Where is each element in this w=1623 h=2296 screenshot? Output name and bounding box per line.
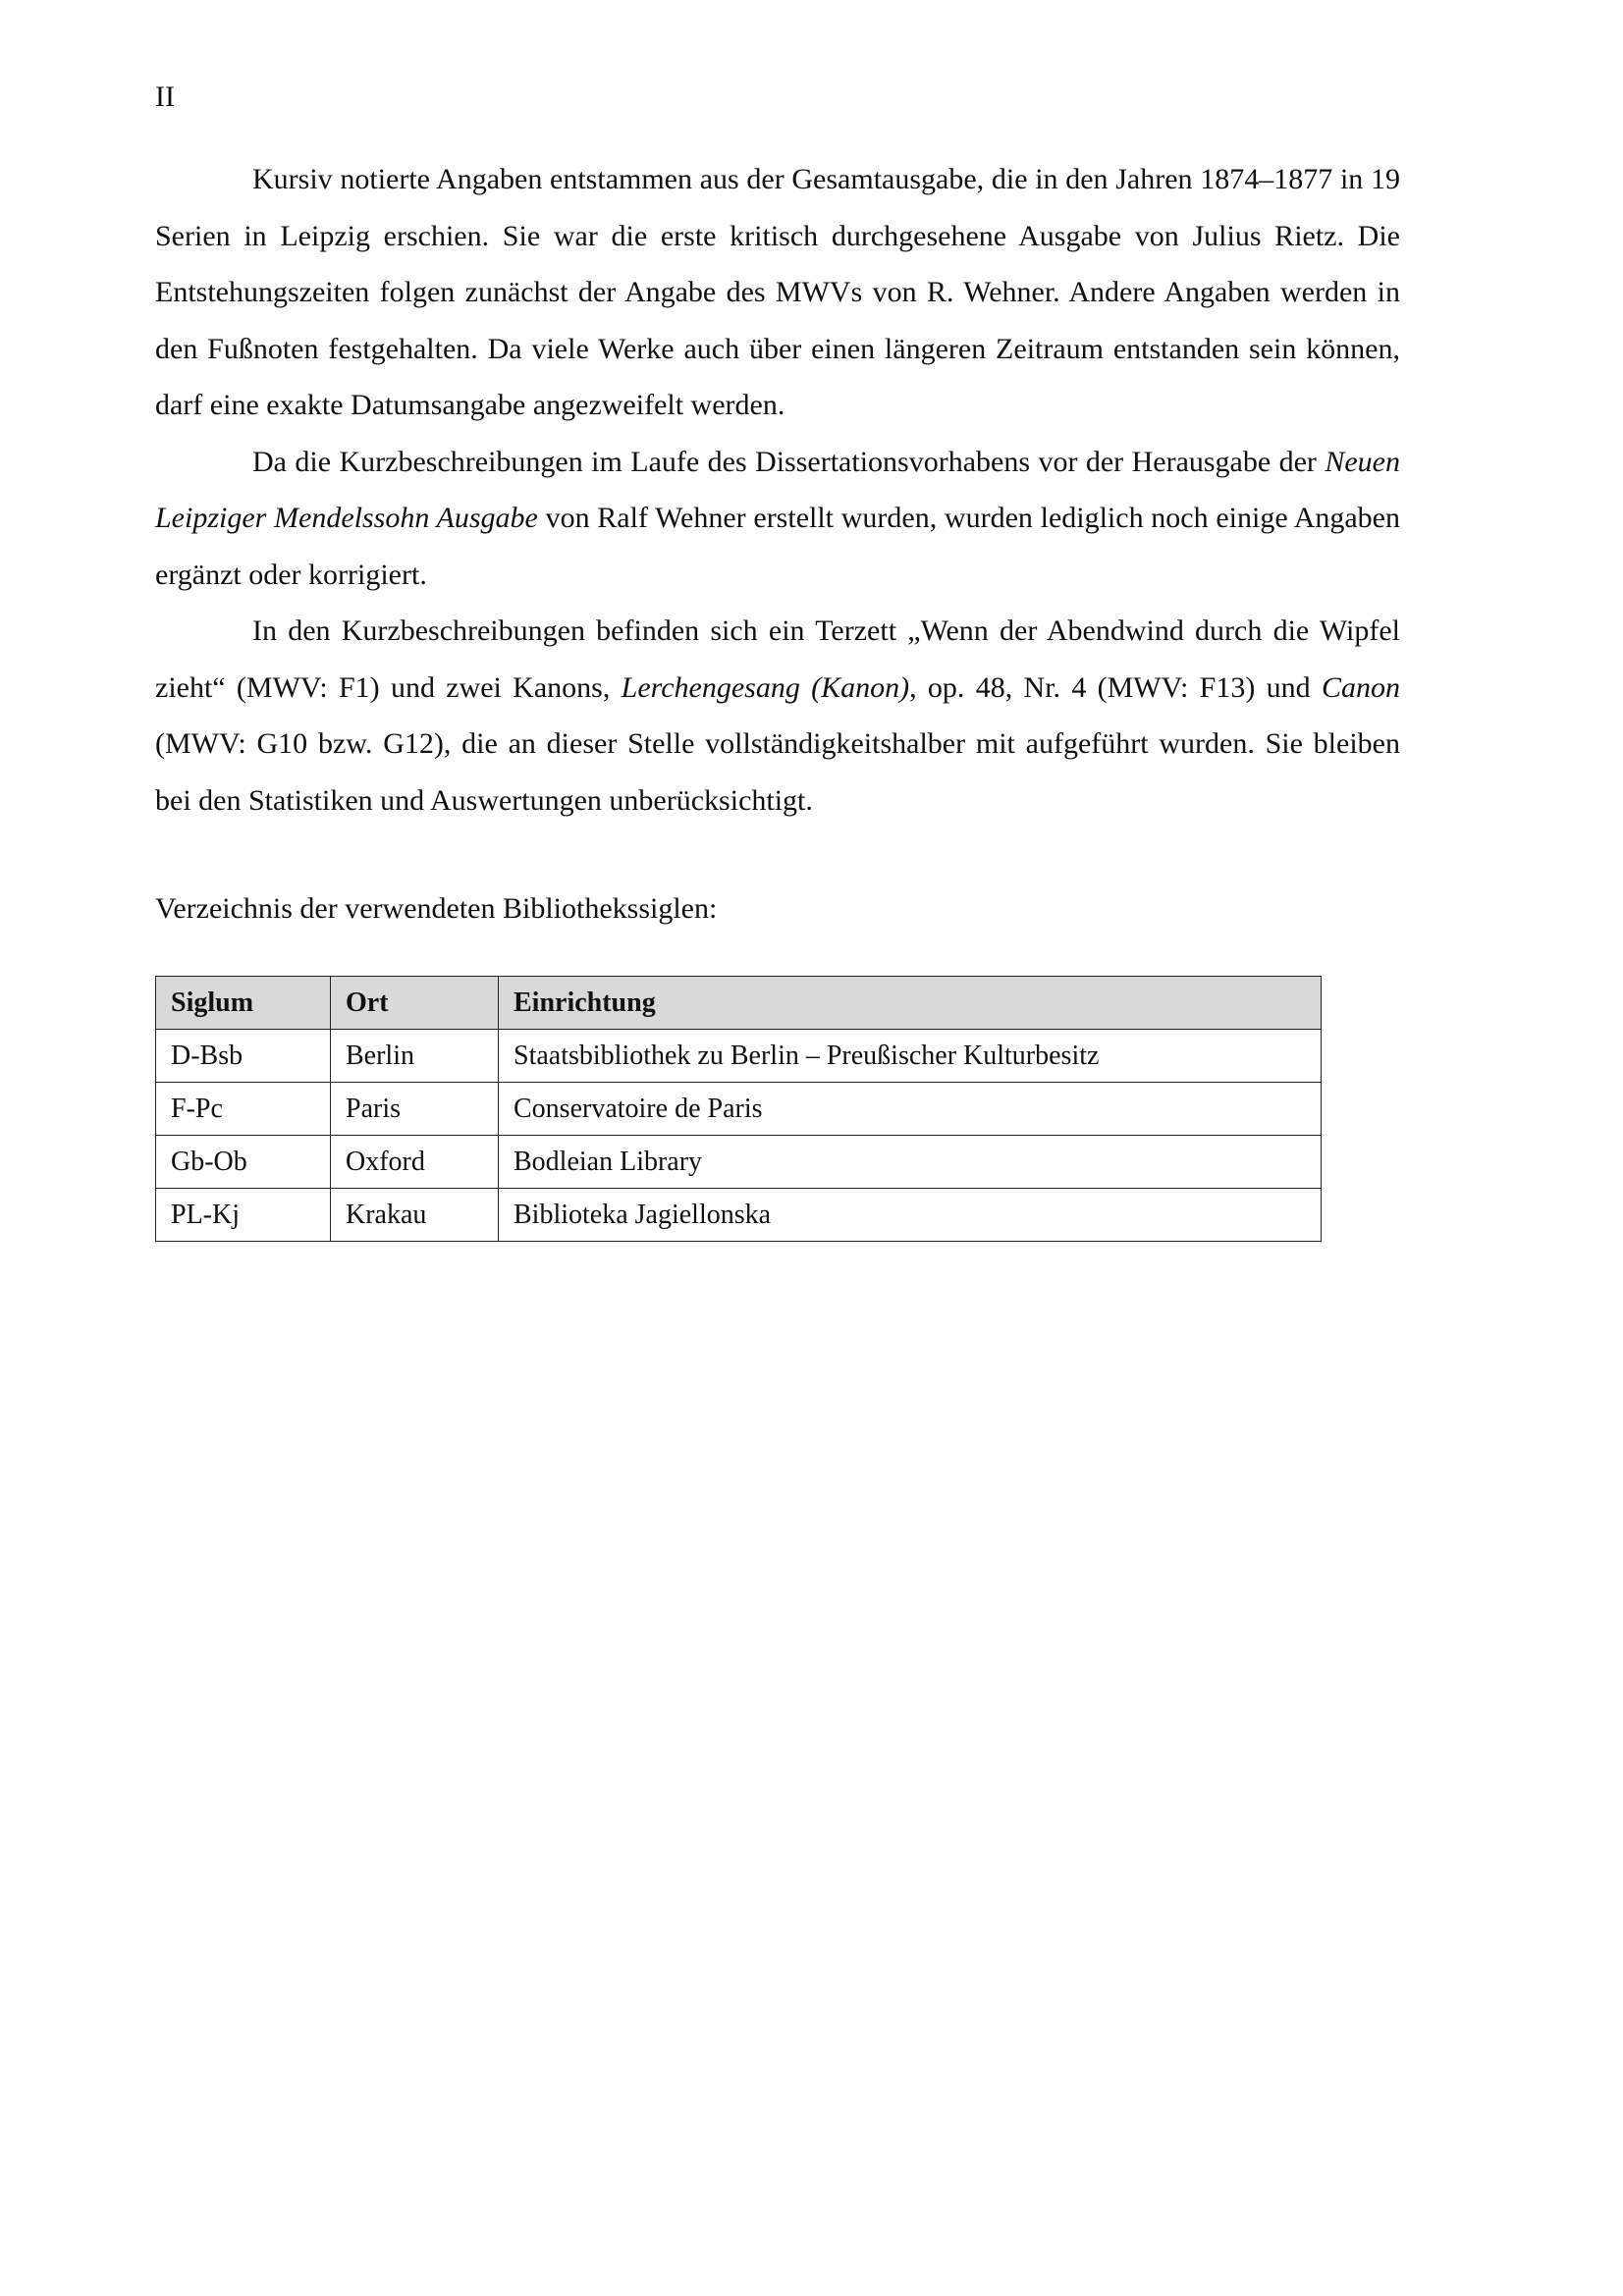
ort-cell: Oxford <box>331 1136 499 1189</box>
italic-title: Neuen Leipziger Mendelssohn Ausgabe <box>155 445 1400 534</box>
ort-cell: Krakau <box>331 1189 499 1242</box>
text-segment: In den Kurzbeschreibungen befinden sich ein Terzett „Wenn der Abendwind durch die Wipfel zieht“ (MWV: F1) und zwei Kanons, <box>155 614 1400 704</box>
paragraph-2 <box>155 434 1400 604</box>
page-number: II <box>155 80 175 113</box>
text-segment: Kursiv notierte Angaben entstammen aus der Gesamtausgabe, die in den Jahren 1874–1877 in 19 Serien in Leipzig erschien. Sie war die erste kritisch durchgesehene Ausgabe von Julius Rietz. Die Entstehungszeiten folgen zunächst der Angabe des MWVs von R. Wehner. Andere Angaben werden in den Fußnoten festgehalten. Da viele Werke auch über einen längeren Zeitraum entstanden sein können, darf eine exakte Datumsangabe angezweifelt werden. <box>155 163 1400 421</box>
siglum-cell: PL-Kj <box>156 1189 331 1242</box>
siglum-cell: D-Bsb <box>156 1030 331 1083</box>
text-segment: von Ralf Wehner erstellt wurden, wurden lediglich noch einige Angaben ergänzt oder korrigiert. <box>155 502 1400 591</box>
einrichtung-cell: Biblioteka Jagiellonska <box>499 1189 1322 1242</box>
column-header-siglum: Siglum <box>156 977 331 1030</box>
einrichtung-cell: Bodleian Library <box>499 1136 1322 1189</box>
ort-cell: Paris <box>331 1083 499 1136</box>
einrichtung-cell: Staatsbibliothek zu Berlin – Preußischer Kulturbesitz <box>499 1030 1322 1083</box>
siglum-cell: F-Pc <box>156 1083 331 1136</box>
column-header-einrichtung: Einrichtung <box>499 977 1322 1030</box>
italic-title: Lerchengesang (Kanon) <box>621 670 910 704</box>
einrichtung-cell: Conservatoire de Paris <box>499 1083 1322 1136</box>
paragraph-1 <box>155 151 1400 434</box>
text-segment: Da die Kurzbeschreibungen im Laufe des Dissertationsvorhabens vor der Herausgabe der <box>252 445 1325 478</box>
table-header-row <box>156 977 1322 1030</box>
ort-cell: Berlin <box>331 1030 499 1083</box>
italic-title: Canon <box>1321 670 1400 704</box>
sigla-table <box>155 976 1322 1242</box>
body-text <box>155 151 1400 828</box>
column-header-ort: Ort <box>331 977 499 1030</box>
table-row <box>156 1189 1322 1242</box>
sigla-heading: Verzeichnis der verwendeten Bibliothekssiglen: <box>155 892 718 925</box>
paragraph-3 <box>155 603 1400 828</box>
text-segment: , op. 48, Nr. 4 (MWV: F13) und <box>909 670 1322 704</box>
siglum-cell: Gb-Ob <box>156 1136 331 1189</box>
table-row <box>156 1030 1322 1083</box>
text-segment: (MWV: G10 bzw. G12), die an dieser Stelle vollständigkeitshalber mit aufgeführt wurden. Sie bleiben bei den Statistiken und Auswertungen unberücksichtigt. <box>155 727 1400 817</box>
table-row <box>156 1083 1322 1136</box>
table-row <box>156 1136 1322 1189</box>
